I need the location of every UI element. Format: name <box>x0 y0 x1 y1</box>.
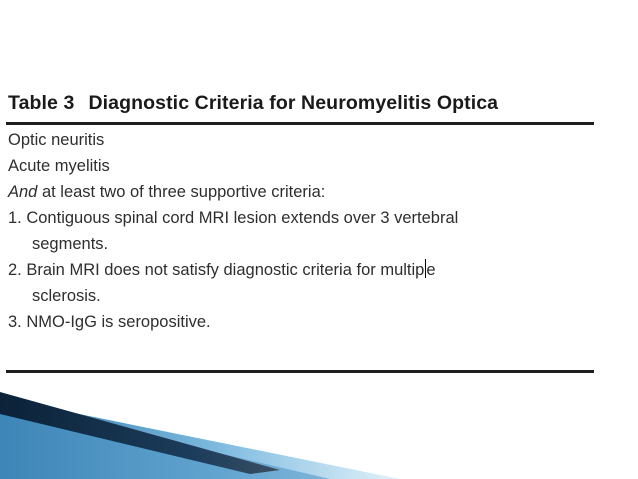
supportive-item-1-line-1: 1. Contiguous spinal cord MRI lesion extends over 3 vertebral <box>8 209 459 227</box>
supportive-item-2-line-1 <box>8 257 608 283</box>
criterion-acute-myelitis: Acute myelitis <box>8 157 110 175</box>
table-body <box>8 127 608 335</box>
cutoff-footnote <box>8 374 598 382</box>
supportive-item-2-text-end: e <box>426 261 436 279</box>
supportive-criteria-text: at least two of three supportive criteria: <box>37 183 326 201</box>
table-number: Table 3 <box>8 92 75 114</box>
table-top-rule <box>6 122 594 125</box>
supportive-item-3: 3. NMO-IgG is seropositive. <box>8 313 211 331</box>
supportive-item-2-text: 2. Brain MRI does not satisfy diagnostic criteria for multip <box>8 261 425 279</box>
decorative-swoosh <box>0 392 400 479</box>
supportive-item-1-line-2: segments. <box>32 235 109 253</box>
supportive-criteria-intro <box>8 179 608 205</box>
and-word: And <box>8 183 38 201</box>
table-title <box>8 92 498 115</box>
table-bottom-rule <box>6 370 594 373</box>
table-heading: Diagnostic Criteria for Neuromyelitis Optica <box>88 92 499 114</box>
supportive-item-2-line-2: sclerosis. <box>32 287 101 305</box>
criterion-optic-neuritis: Optic neuritis <box>8 131 105 149</box>
